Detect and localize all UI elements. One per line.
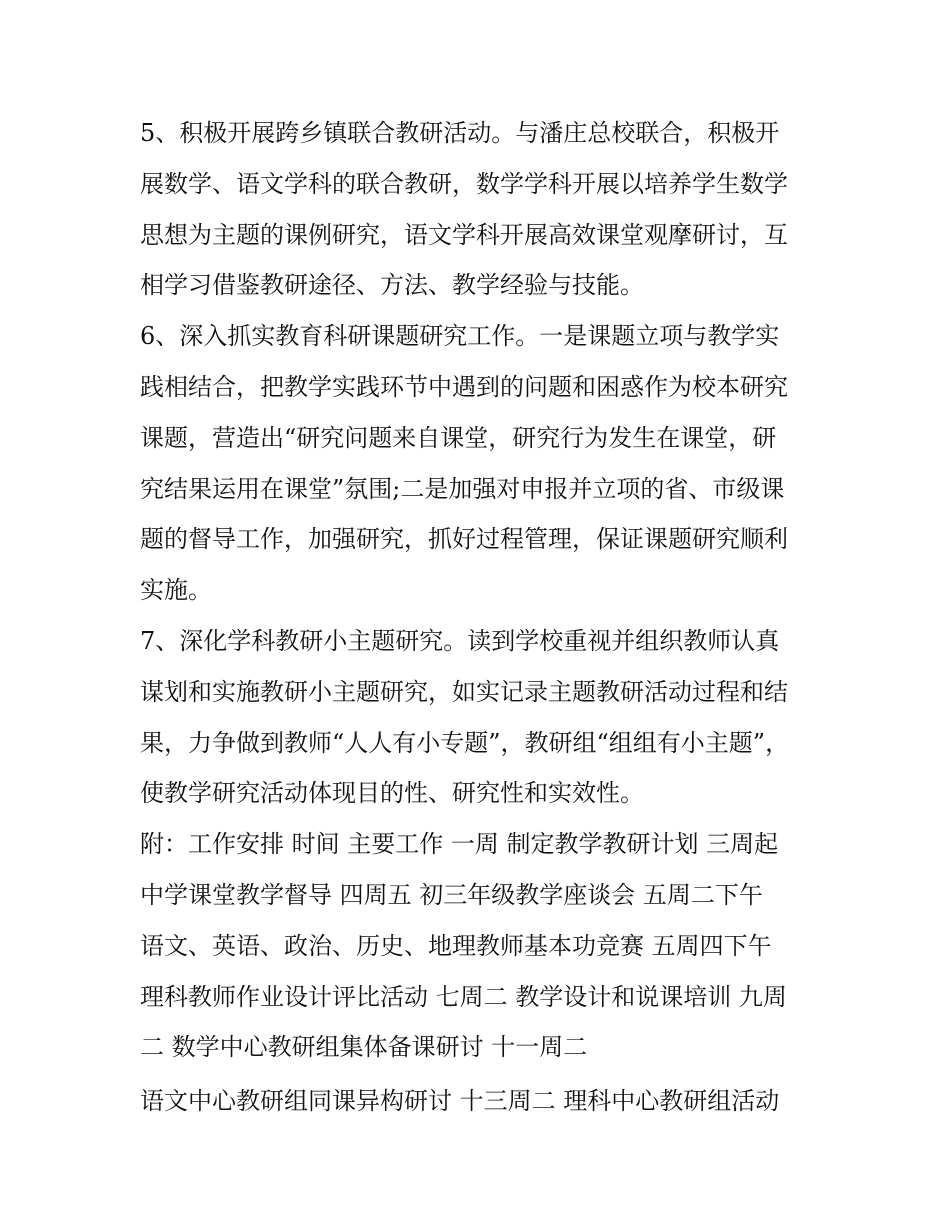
text-line: 中学课堂教学督导 四周五 初三年级教学座谈会 五周二下午 bbox=[140, 880, 763, 909]
text-line: 展数学、语文学科的联合教研，数学学科开展以培养学生数学 bbox=[140, 169, 788, 198]
text-line: 究结果运用在课堂”氛围;二是加强对申报并立项的省、市级课 bbox=[140, 474, 785, 503]
document-body bbox=[140, 108, 830, 1127]
text-line: 践相结合，把教学实践环节中遇到的问题和困惑作为校本研究 bbox=[140, 372, 788, 401]
text-line: 语文中心教研组同课异构研讨 十三周二 理科中心教研组活动 bbox=[140, 1087, 780, 1116]
text-line: 使教学研究活动体现目的性、研究性和实效性。 bbox=[140, 779, 644, 808]
text-line: 5、积极开展跨乡镇联合教研活动。与潘庄总校联合，积极开 bbox=[140, 119, 780, 147]
text-line: 理科教师作业设计评比活动 七周二 教学设计和说课培训 九周 bbox=[140, 982, 787, 1011]
text-line: 7、深化学科教研小主题研究。读到学校重视并组织教师认真 bbox=[140, 626, 780, 655]
text-line: 题的督导工作，加强研究，抓好过程管理，保证课题研究顺利 bbox=[140, 525, 788, 554]
text-line: 6、深入抓实教育科研课题研究工作。一是课题立项与教学实 bbox=[140, 322, 780, 351]
text-line: 实施。 bbox=[140, 576, 212, 605]
text-line: 谋划和实施教研小主题研究，如实记录主题教研活动过程和结 bbox=[140, 677, 788, 706]
text-line: 果，力争做到教师“人人有小专题”，教研组“组组有小主题”， bbox=[140, 728, 790, 757]
text-line: 思想为主题的课例研究，语文学科开展高效课堂观摩研讨，互 bbox=[140, 220, 788, 249]
text-line: 相学习借鉴教研途径、方法、教学经验与技能。 bbox=[140, 271, 644, 300]
text-line: 二 数学中心教研组集体备课研讨 十一周二 bbox=[140, 1033, 588, 1062]
text-line: 附：工作安排 时间 主要工作 一周 制定教学教研计划 三周起 bbox=[140, 830, 779, 859]
text-line: 语文、英语、政治、历史、地理教师基本功竞赛 五周四下午 bbox=[140, 931, 772, 960]
text-line: 课题，营造出“研究问题来自课堂，研究行为发生在课堂，研 bbox=[140, 423, 777, 452]
